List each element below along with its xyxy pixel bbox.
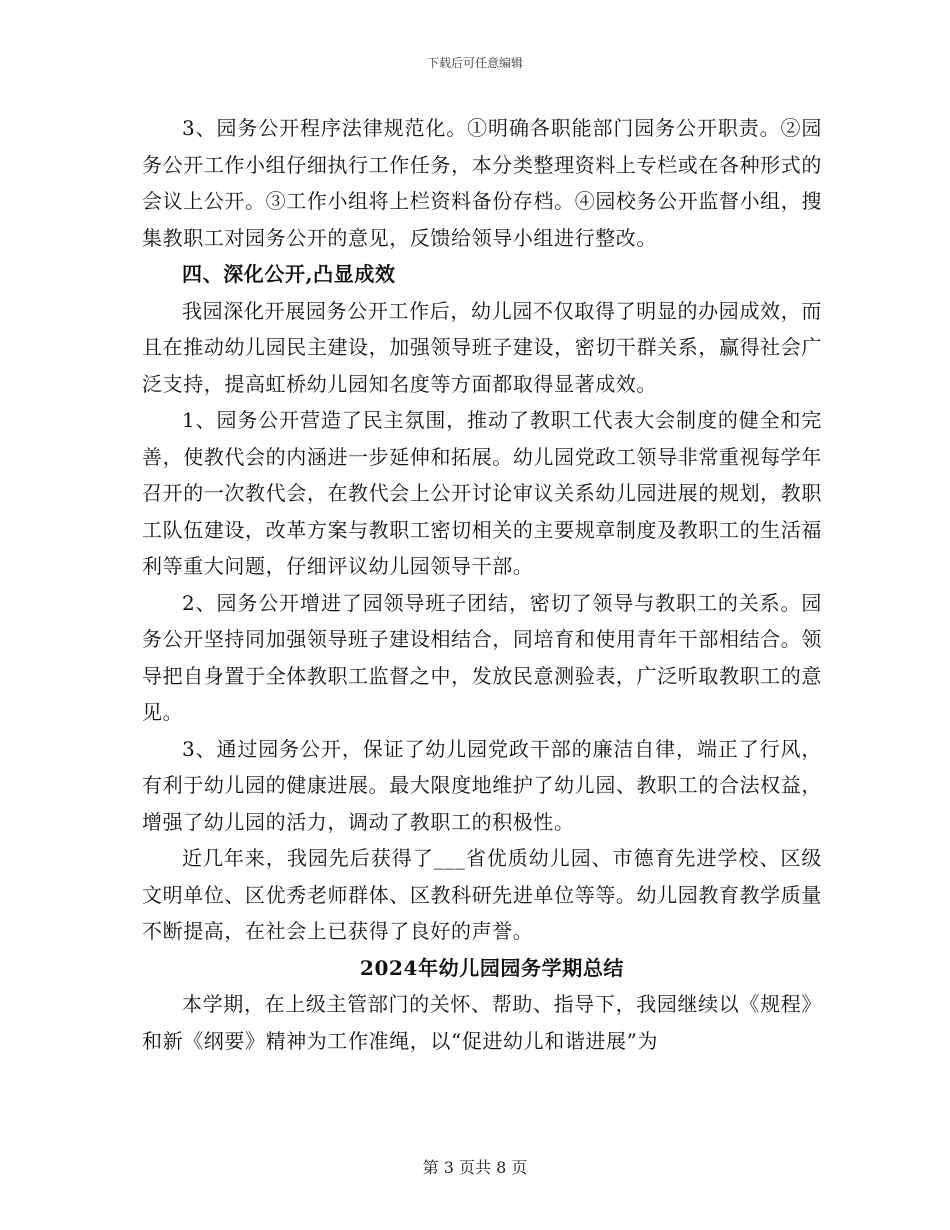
page-number: 第 3 页共 8 页 — [422, 1158, 528, 1177]
paragraph-democratic-atmosphere: 1、园务公开营造了民主氛围，推动了教职工代表大会制度的健全和完善，使教代会的内涵进一步延伸和拓展。幼儿园党政工领导非常重视每学年召开的一次教代会，在教代会上公开讨论审议关系幼儿园进展的规划，教职工队伍建设，改革方案与教职工密切相关的主要规章制度及教职工的生活福利等重大问题，仔细评议幼儿园领导干部。 — [142, 408, 822, 578]
paragraph-results-overview: 我园深化开展园务公开工作后，幼儿园不仅取得了明显的办园成效，而且在推动幼儿园民主建设，加强领导班子建设，密切干群关系，赢得社会广泛支持，提高虹桥幼儿园知名度等方面都取得显著成效。 — [142, 298, 822, 396]
document-title-semester-summary: 2024年幼儿园园务学期总结 — [359, 955, 625, 980]
paragraph-leadership-unity: 2、园务公开增进了园领导班子团结，密切了领导与教职工的关系。园务公开坚持同加强领导班子建设相结合，同培育和使用青年干部相结合。领导把自身置于全体教职工监督之中，发放民意测验表，广泛听取教职工的意见。 — [142, 590, 822, 724]
paragraph-integrity: 3、通过园务公开，保证了幼儿园党政干部的廉洁自律，端正了行风，有利于幼儿园的健康进展。最大限度地维护了幼儿园、教职工的合法权益，增强了幼儿园的活力，调动了教职工的积极性。 — [142, 736, 822, 834]
section-heading-deepen-openness: 四、深化公开,凸显成效 — [182, 262, 396, 286]
paragraph-procedure-standardization: 3、园务公开程序法律规范化。①明确各职能部门园务公开职责。②园务公开工作小组仔细执行工作任务，本分类整理资料上专栏或在各种形式的会议上公开。③工作小组将上栏资料备份存档。④园校务公开监督小组，搜集教职工对园务公开的意见，反馈给领导小组进行整改。 — [142, 116, 822, 250]
document-body — [142, 110, 822, 1059]
paragraph-awards: 近几年来，我园先后获得了___省优质幼儿园、市德育先进学校、区级文明单位、区优秀老师群体、区教科研先进单位等等。幼儿园教育教学质量不断提高，在社会上已获得了良好的声誉。 — [142, 846, 822, 943]
page-header: 下载后可任意编辑 — [426, 56, 523, 70]
paragraph-semester-intro: 本学期，在上级主管部门的关怀、帮助、指导下，我园继续以《规程》和新《纲要》精神为工作准绳，以“促进幼儿和谐进展”为 — [142, 992, 822, 1053]
